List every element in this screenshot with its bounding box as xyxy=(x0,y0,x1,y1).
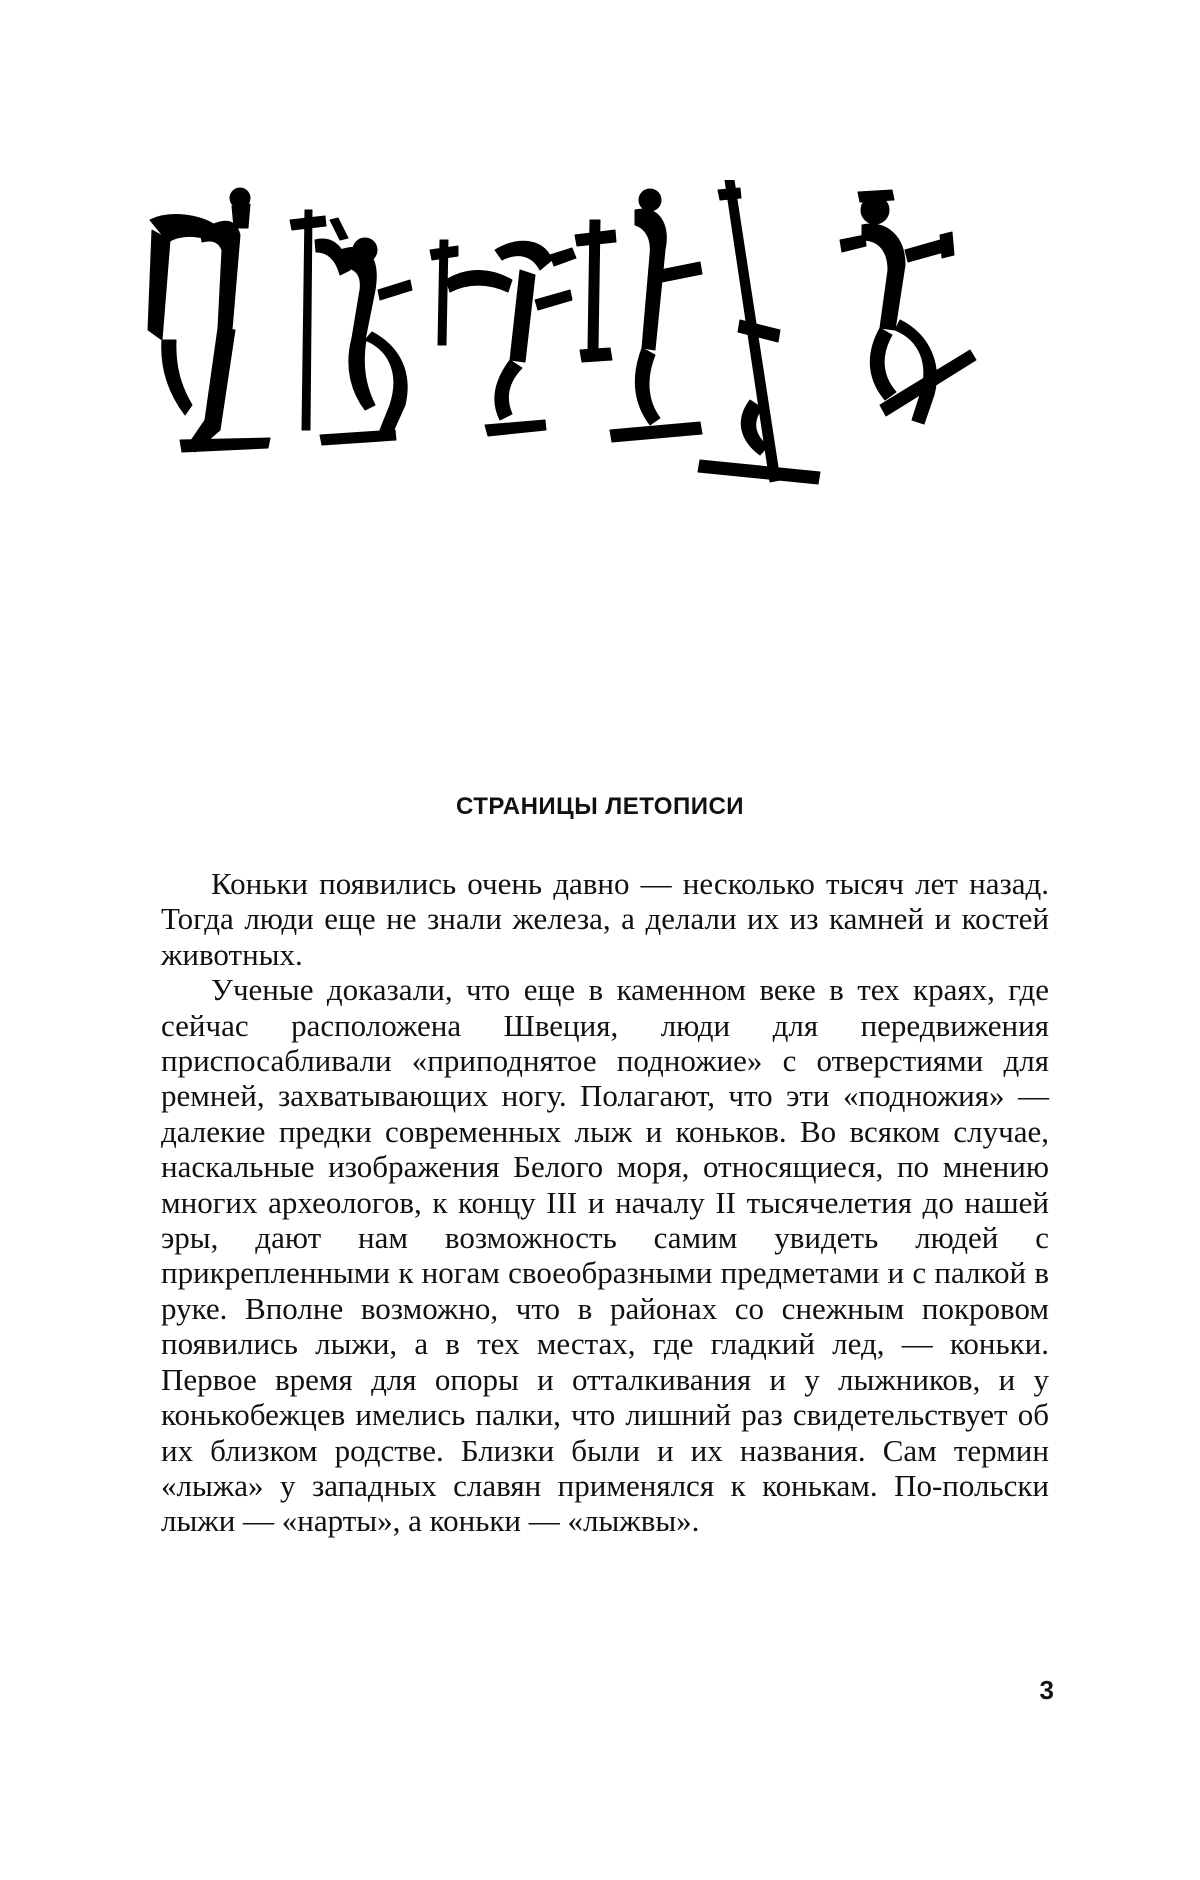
rock-art-figures-icon xyxy=(140,180,1060,510)
figure-6 xyxy=(840,190,976,424)
paragraph-1: Коньки появились очень давно — несколько тысяч лет назад. Тогда люди еще не знали железа, а делали их из камней и костей животных. xyxy=(161,866,1049,972)
figure-1 xyxy=(148,188,270,452)
body-text xyxy=(161,866,1049,1539)
figure-2 xyxy=(290,210,412,445)
figure-3 xyxy=(430,240,576,436)
figure-4 xyxy=(575,189,702,442)
page-number: 3 xyxy=(1039,1675,1054,1705)
section-heading: СТРАНИЦЫ ЛЕТОПИСИ xyxy=(455,793,745,820)
paragraph-2: Ученые доказали, что еще в каменном веке в тех краях, где сейчас расположена Швеция, люди для передвижения приспосабливали «приподнятое подножие» с отверстиями для ремней, захватывающих ногу. Полагают, что эти «подножия» — далекие предки современных лыж и коньков. Во всяком случае, наскальные изображения Белого моря, относящиеся, по мнению многих археологов, к концу III и началу II тысячелетия до нашей эры, дают нам возможность самим увидеть людей с прикрепленными к ногам своеобразными предметами и с палкой в руке. Вполне возможно, что в районах со снежным покровом появились лыжи, а в тех местах, где гладкий лед, — коньки. Первое время для опоры и отталкивания и у лыжников, и у конькобежцев имелись палки, что лишний раз свидетельствует об их близком родстве. Близки были и их названия. Сам термин «лыжа» у западных славян применялся к конькам. По-польски лыжи — «нарты», а коньки — «лыжвы». xyxy=(161,972,1049,1539)
figure-5 xyxy=(698,180,820,484)
rock-art-illustration xyxy=(140,180,1060,510)
